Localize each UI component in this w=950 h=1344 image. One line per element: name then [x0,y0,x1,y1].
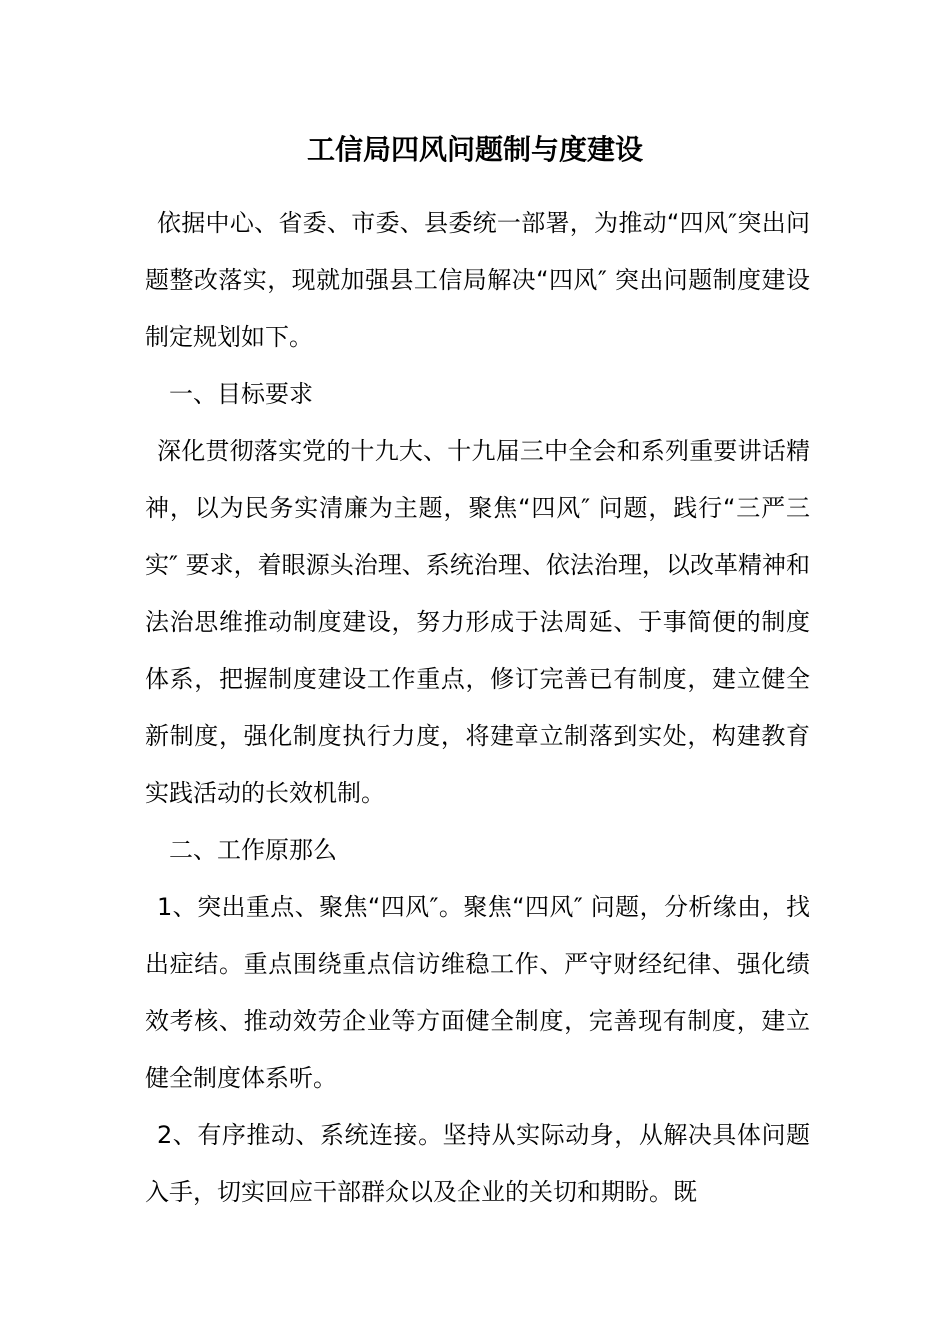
section-heading-goals: 一、目标要求 [169,380,313,408]
document-body [145,195,810,1221]
intro-paragraph: 依据中心、省委、市委、县委统一部署，为推动“四风″突出问题整改落实，现就加强县工信局解决“四风″ 突出问题制度建设制定规划如下。 [145,209,810,351]
goals-paragraph: 深化贯彻落实党的十九大、十九届三中全会和系列重要讲话精神，以为民务实清廉为主题，聚焦“四风″ 问题，践行“三严三实″ 要求，着眼源头治理、系统治理、依法治理，以改革精神和法治思维推动制度建设，努力形成于法周延、于事简便的制度体系，把握制度建设工作重点，修订完善已有制度，建立健全新制度，强化制度执行力度，将建章立制落到实处，构建教育实践活动的长效机制。 [145,437,810,807]
document-title: 工信局四风问题制与度建设 [306,133,643,166]
principle-paragraph-2: 2、有序推动、系统连接。坚持从实际动身，从解决具体问题入手，切实回应干部群众以及企业的关切和期盼。既 [145,1121,810,1206]
section-heading-principles: 二、工作原那么 [169,836,337,864]
principle-paragraph-1: 1、突出重点、聚焦“四风″。聚焦“四风″ 问题，分析缘由，找出症结。重点围绕重点信访维稳工作、严守财经纪律、强化绩效考核、推动效劳企业等方面健全制度，完善现有制度，建立健全制度体系听。 [145,893,810,1092]
